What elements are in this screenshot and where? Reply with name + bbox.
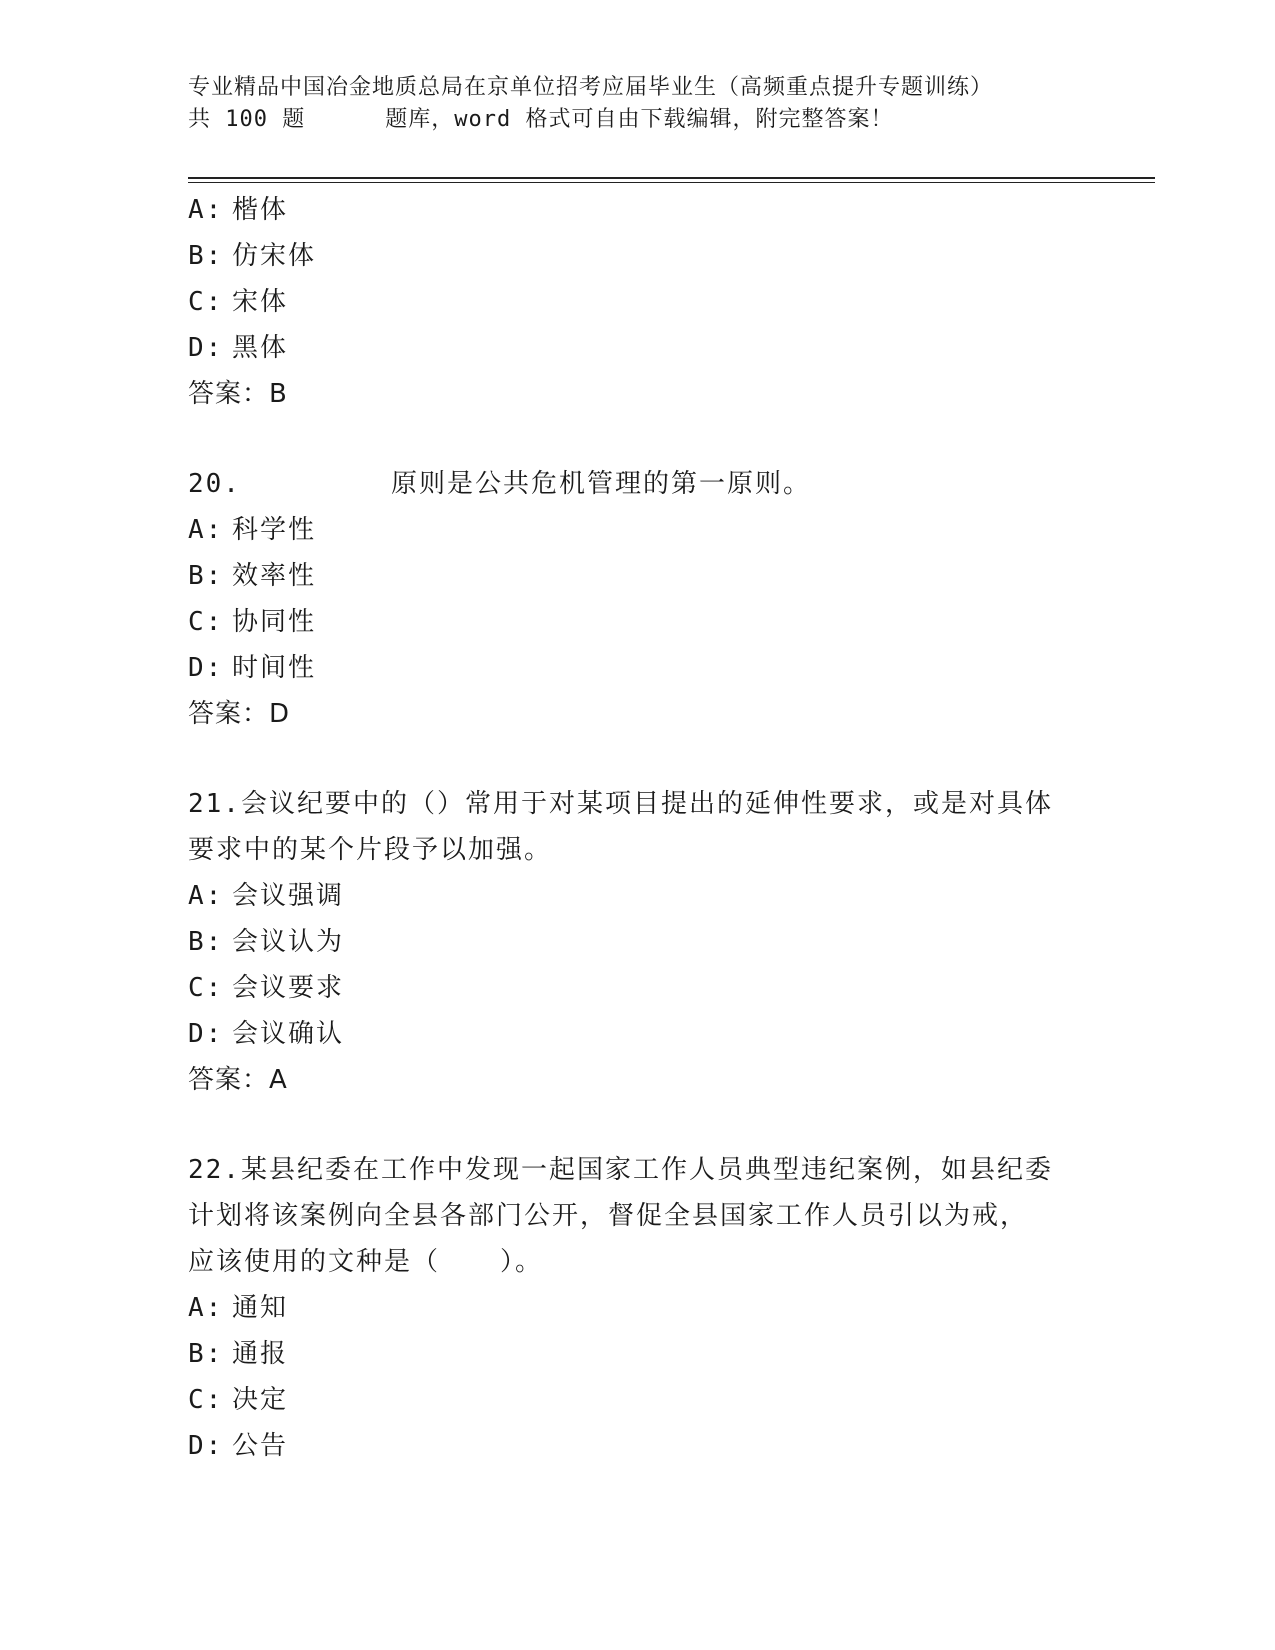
document-page [188, 0, 1148, 1650]
document-header [188, 72, 1128, 136]
header-divider-thick [188, 177, 1155, 179]
option-c: C: 协同性 [188, 607, 317, 637]
option-a: A: 科学性 [188, 515, 317, 545]
option-a: A: 会议强调 [188, 881, 345, 911]
option-c: C: 宋体 [188, 287, 289, 317]
option-c: C: 决定 [188, 1385, 289, 1415]
question-19 [188, 187, 1148, 417]
option-a: A: 通知 [188, 1293, 289, 1323]
option-d: D: 时间性 [188, 653, 317, 683]
question-20 [188, 461, 1148, 737]
answer-line: 答案：D [188, 699, 291, 729]
question-22 [188, 1147, 1148, 1469]
question-stem-continued: 应该使用的文种是（ ）。 [188, 1247, 544, 1277]
question-number: 20. [188, 469, 241, 499]
option-a: A: 楷体 [188, 195, 289, 225]
option-c: C: 会议要求 [188, 973, 345, 1003]
question-stem: 22.某县纪委在工作中发现一起国家工作人员典型违纪案例，如县纪委 [188, 1155, 1053, 1185]
answer-line: 答案：A [188, 1065, 288, 1095]
header-divider-thin [188, 182, 1155, 183]
question-stem: 20. 原则是公共危机管理的第一原则。 [188, 469, 811, 499]
option-b: B: 会议认为 [188, 927, 345, 957]
question-stem-continued: 要求中的某个片段予以加强。 [188, 835, 553, 865]
option-b: B: 效率性 [188, 561, 317, 591]
option-b: B: 仿宋体 [188, 241, 317, 271]
option-d: D: 公告 [188, 1431, 289, 1461]
header-description: 题库，word 格式可自由下载编辑，附完整答案！ [385, 107, 894, 132]
answer-line: 答案：B [188, 379, 288, 409]
header-question-count: 共 100 题 [188, 107, 306, 132]
header-subtitle [188, 104, 1128, 136]
question-stem-continued: 计划将该案例向全县各部门公开，督促全县国家工作人员引以为戒， [188, 1201, 1029, 1231]
question-list [188, 187, 1148, 1469]
option-d: D: 会议确认 [188, 1019, 345, 1049]
question-stem: 21.会议纪要中的（）常用于对某项目提出的延伸性要求，或是对具体 [188, 789, 1053, 819]
option-b: B: 通报 [188, 1339, 289, 1369]
header-title: 专业精品中国冶金地质总局在京单位招考应届毕业生（高频重点提升专题训练） [188, 75, 994, 100]
option-d: D: 黑体 [188, 333, 289, 363]
question-21 [188, 781, 1148, 1103]
